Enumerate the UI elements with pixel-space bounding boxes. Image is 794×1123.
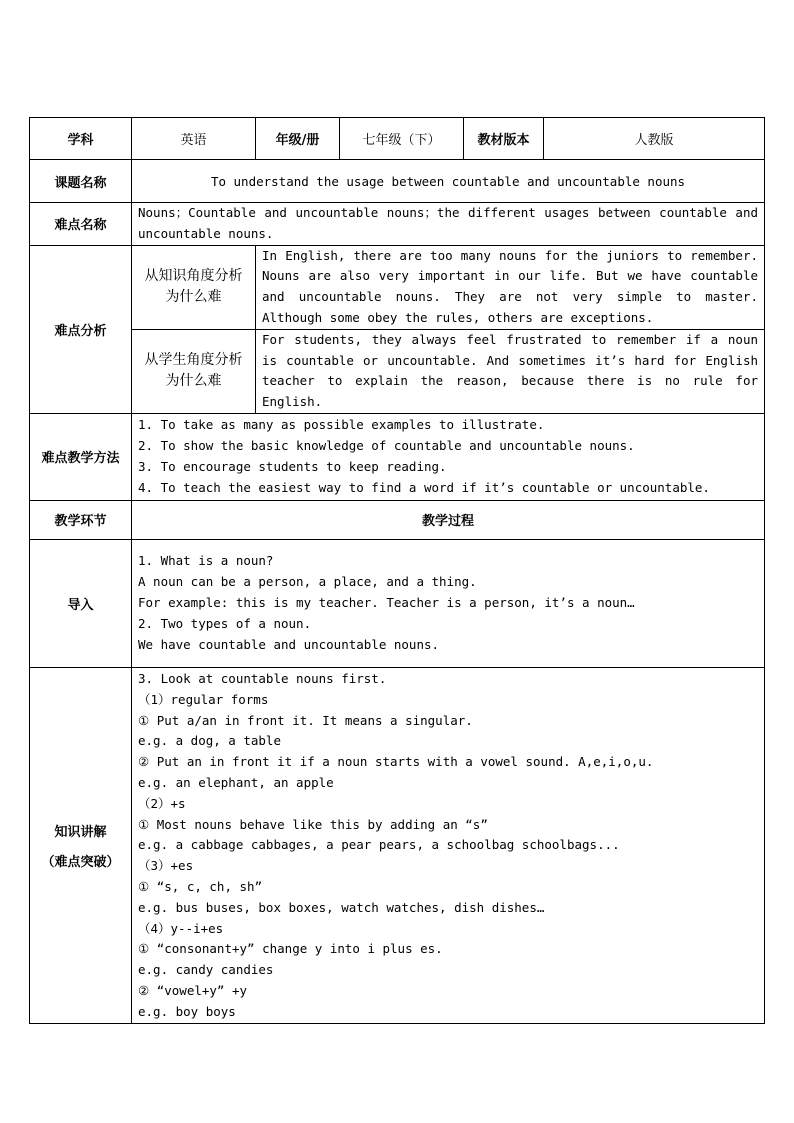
knowledge-line: 3. Look at countable nouns first. — [138, 670, 387, 686]
analysis-student-row — [30, 329, 765, 413]
topic-row — [30, 160, 765, 203]
knowledge-line: ② Put an in front it if a noun starts with a vowel sound. A,e,i,o,u. — [138, 754, 654, 770]
intro-row — [30, 539, 765, 667]
grade-value: 七年级（下） — [340, 118, 464, 160]
methods-label: 难点教学方法 — [30, 413, 132, 500]
difficulty-analysis-label: 难点分析 — [30, 245, 132, 413]
knowledge-line: ① Most nouns behave like this by adding an “s” — [138, 816, 488, 832]
analysis-knowledge-row — [30, 245, 765, 329]
intro-line: 1. What is a noun? — [138, 553, 274, 569]
topic-label: 课题名称 — [30, 160, 132, 203]
intro-content — [132, 539, 765, 667]
edition-label: 教材版本 — [464, 118, 544, 160]
knowledge-label: 知识讲解 — [54, 825, 107, 841]
knowledge-line: ① “consonant+y” change y into i plus es. — [138, 941, 443, 957]
topic-value: To understand the usage between countable and uncountable nouns — [132, 160, 765, 203]
stage-label: 教学环节 — [30, 500, 132, 539]
process-label: 教学过程 — [132, 500, 765, 539]
knowledge-line: （4）y--i+es — [138, 920, 224, 936]
difficulty-name-value: Nouns；Countable and uncountable nouns；the different usages between countable and uncountable nouns. — [132, 203, 765, 246]
knowledge-line: （1）regular forms — [138, 691, 269, 707]
intro-line: For example: this is my teacher. Teacher is a person, it’s a noun… — [138, 595, 635, 611]
intro-label: 导入 — [30, 539, 132, 667]
process-header-row — [30, 500, 765, 539]
intro-line: We have countable and uncountable nouns. — [138, 636, 440, 652]
methods-item: 1. To take as many as possible examples to illustrate. — [138, 417, 545, 433]
header-row — [30, 118, 765, 160]
knowledge-line: e.g. candy candies — [138, 962, 274, 978]
knowledge-line: （2）+s — [138, 795, 186, 811]
knowledge-angle-text: In English, there are too many nouns for the juniors to remember. Nouns are also very important in our life. But we have countable and uncountable nouns. They are not very simple to master. Although some obey the rules, others are exceptions. — [256, 245, 765, 329]
methods-row — [30, 413, 765, 500]
student-angle-label: 从学生角度分析为什么难 — [132, 329, 256, 413]
knowledge-line: e.g. bus buses, box boxes, watch watches, dish dishes… — [138, 899, 545, 915]
methods-item: 2. To show the basic knowledge of countable and uncountable nouns. — [138, 438, 635, 454]
knowledge-content — [132, 667, 765, 1023]
knowledge-line: ① Put a/an in front it. It means a singular. — [138, 712, 473, 728]
knowledge-line: e.g. an elephant, an apple — [138, 774, 334, 790]
knowledge-line: ① “s, c, ch, sh” — [138, 878, 263, 894]
grade-label: 年级/册 — [256, 118, 340, 160]
difficulty-name-row — [30, 203, 765, 246]
subject-value: 英语 — [132, 118, 256, 160]
knowledge-line: e.g. boy boys — [138, 1003, 236, 1019]
knowledge-row — [30, 667, 765, 1023]
knowledge-line: ② “vowel+y” +y — [138, 982, 248, 998]
lesson-plan-table — [29, 117, 765, 1024]
student-angle-text: For students, they always feel frustrated to remember if a noun is countable or uncountable. And sometimes it’s hard for English teacher to explain the reason, because there is no rule for English. — [256, 329, 765, 413]
intro-line: A noun can be a person, a place, and a thing. — [138, 574, 477, 590]
knowledge-line: e.g. a dog, a table — [138, 733, 281, 749]
intro-line: 2. Two types of a noun. — [138, 615, 312, 631]
knowledge-line: e.g. a cabbage cabbages, a pear pears, a schoolbag schoolbags... — [138, 837, 620, 853]
methods-list — [132, 413, 765, 500]
knowledge-sublabel: （难点突破） — [41, 855, 120, 871]
methods-item: 4. To teach the easiest way to find a word if it’s countable or uncountable. — [138, 479, 710, 495]
knowledge-line: （3）+es — [138, 858, 194, 874]
difficulty-name-label: 难点名称 — [30, 203, 132, 246]
edition-value: 人教版 — [544, 118, 765, 160]
knowledge-label-cell — [30, 667, 132, 1023]
subject-label: 学科 — [30, 118, 132, 160]
methods-item: 3. To encourage students to keep reading. — [138, 458, 447, 474]
knowledge-angle-label: 从知识角度分析为什么难 — [132, 245, 256, 329]
